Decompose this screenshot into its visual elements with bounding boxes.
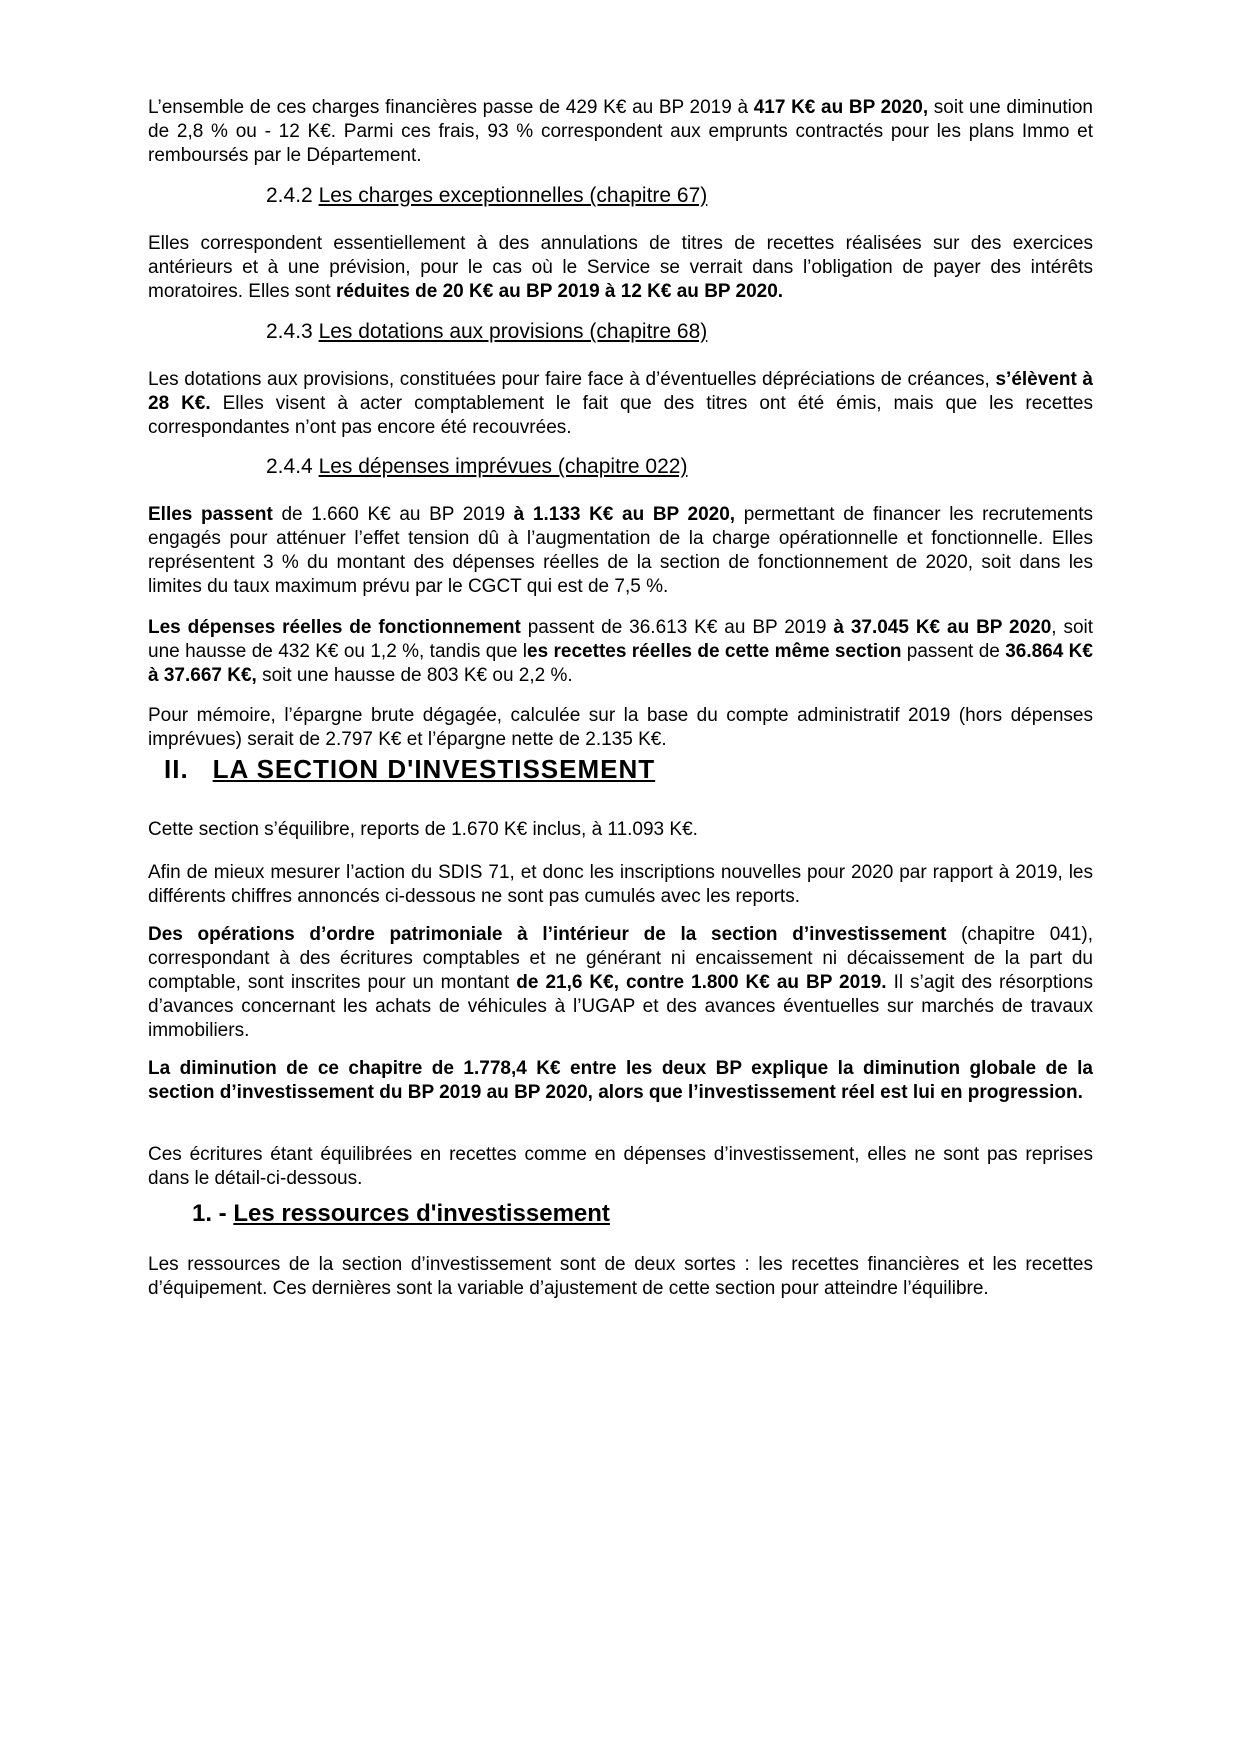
text-segment: réduites de 20 K€ au BP 2019 à 12 K€ au BP 2020. [335, 281, 784, 302]
text-segment: L’ensemble de ces charges financières passe de 429 K€ au BP 2019 à [148, 97, 754, 118]
heading-title: Les dépenses imprévues (chapitre 022) [318, 455, 688, 478]
paragraph-dotations-provisions [148, 368, 1093, 440]
text-segment: soit une hausse de 803 K€ ou 2,2 %. [256, 665, 573, 686]
text-segment: La diminution de ce chapitre de 1.778,4 K€ entre les deux BP explique la diminution globale de la section d’investissement du BP 2019 au BP 2020, alors que l’investissement réel est lui en progression. [148, 1058, 1093, 1103]
text-segment: Les dépenses réelles de fonctionnement [148, 617, 521, 638]
heading-ressources-investissement [192, 1200, 610, 1228]
text-segment: soit une diminution de 2,8 % ou - 12 K€. Parmi ces frais, 93 % correspondent aux emprunts contractés pour les plans Immo et remboursés par le Département. [148, 97, 1093, 166]
text-segment: Elles visent à acter comptablement le fait que des titres ont été émis, mais que les recettes correspondantes n’ont pas encore été recouvrées. [148, 393, 1093, 438]
paragraph-depenses-imprevues [148, 503, 1093, 599]
text-segment: Elles correspondent essentiellement à des annulations de titres de recettes réalisées sur des exercices antérieurs et à une prévision, pour le cas où le Service se verrait dans l’obligation de payer des intérêts moratoires. Elles sont [148, 233, 1093, 302]
heading-2-4-2 [266, 183, 707, 209]
text-segment: de 1.660 K€ au BP 2019 [272, 504, 514, 525]
text-segment: à 37.045 K€ au BP 2020 [833, 617, 1052, 638]
text-segment: passent de 36.613 K€ au BP 2019 [520, 617, 834, 638]
text-segment: Pour mémoire, l’épargne brute dégagée, calculée sur la base du compte administratif 2019 (hors dépenses imprévues) serait de 2.797 K€ et l’épargne nette de 2.135 K€. [148, 705, 1093, 750]
text-segment: 36.864 K€ à 37.667 K€, [148, 641, 1093, 686]
paragraph-equilibre [148, 818, 1093, 842]
paragraph-diminution-chapitre [148, 1057, 1093, 1105]
text-segment: de 21,6 K€, contre 1.800 K€ au BP 2019. [516, 972, 887, 993]
heading-title: Les charges exceptionnelles (chapitre 67) [318, 184, 708, 207]
text-segment: Les dotations aux provisions, constituées pour faire face à d’éventuelles dépréciations de créances, [148, 369, 996, 390]
text-segment: passent de [901, 641, 1006, 662]
heading-number: II. [164, 754, 189, 784]
heading-number: 2.4.2 [266, 184, 313, 207]
heading-number: 2.4.3 [266, 320, 313, 343]
text-segment: , soit une hausse de 432 K€ ou 1,2 %, tandis que l [148, 617, 1094, 662]
text-segment: Des opérations d’ordre patrimoniale à l’intérieur de la section d’investissement [148, 924, 947, 945]
paragraph-depenses-reelles [148, 616, 1093, 688]
heading-title: Les dotations aux provisions (chapitre 68) [318, 320, 708, 343]
paragraph-ressources [148, 1253, 1093, 1301]
text-segment: Ces écritures étant équilibrées en recettes comme en dépenses d’investissement, elles ne sont pas reprises dans le détail-ci-dessous. [148, 1144, 1093, 1189]
paragraph-charges-financieres [148, 96, 1093, 168]
heading-section-investissement [164, 754, 655, 784]
text-segment: Les ressources de la section d’investissement sont de deux sortes : les recettes financières et les recettes d’équipement. Ces dernières sont la variable d’ajustement de cette section pour atteindre l’équilibre. [148, 1254, 1093, 1299]
text-segment: s’élèvent à 28 K€. [148, 369, 1093, 414]
paragraph-charges-exceptionnelles [148, 232, 1093, 304]
text-segment: Elles passent [148, 504, 273, 525]
text-segment: (chapitre 041), correspondant à des écritures comptables et ne générant ni encaissement ni décaissement de la part du comptable, sont inscrites pour un montant [148, 924, 1093, 993]
paragraph-action-sdis [148, 861, 1093, 909]
heading-title: Les ressources d'investissement [233, 1200, 610, 1227]
heading-title: LA SECTION D'INVESTISSEMENT [212, 754, 656, 784]
heading-2-4-3 [266, 319, 707, 345]
text-segment: Il s’agit des résorptions d’avances concernant les achats de véhicules à l’UGAP et des avances éventuelles sur marchés de travaux immobiliers. [148, 972, 1094, 1041]
heading-2-4-4 [266, 454, 687, 480]
text-segment: Cette section s’équilibre, reports de 1.670 K€ inclus, à 11.093 K€. [148, 819, 698, 840]
paragraph-ecritures-equilibrees [148, 1143, 1093, 1191]
text-segment: 417 K€ au BP 2020, [753, 97, 929, 118]
text-segment: es recettes réelles de cette même section [527, 641, 902, 662]
paragraph-operations-ordre [148, 923, 1093, 1043]
text-segment: permettant de financer les recrutements engagés pour atténuer l’effet tension dû à l’augmentation de la charge opérationnelle et fonctionnelle. Elles représentent 3 % du montant des dépenses réelles de la section de fonctionnement de 2020, soit dans les limites du taux maximum prévu par le CGCT qui est de 7,5 %. [148, 504, 1094, 597]
text-segment: Afin de mieux mesurer l’action du SDIS 71, et donc les inscriptions nouvelles pour 2020 par rapport à 2019, les différents chiffres annoncés ci-dessous ne sont pas cumulés avec les reports. [148, 862, 1093, 907]
text-segment: à 1.133 K€ au BP 2020, [513, 504, 736, 525]
heading-number: 2.4.4 [266, 455, 313, 478]
heading-number: 1. - [192, 1200, 227, 1227]
paragraph-epargne [148, 704, 1093, 752]
